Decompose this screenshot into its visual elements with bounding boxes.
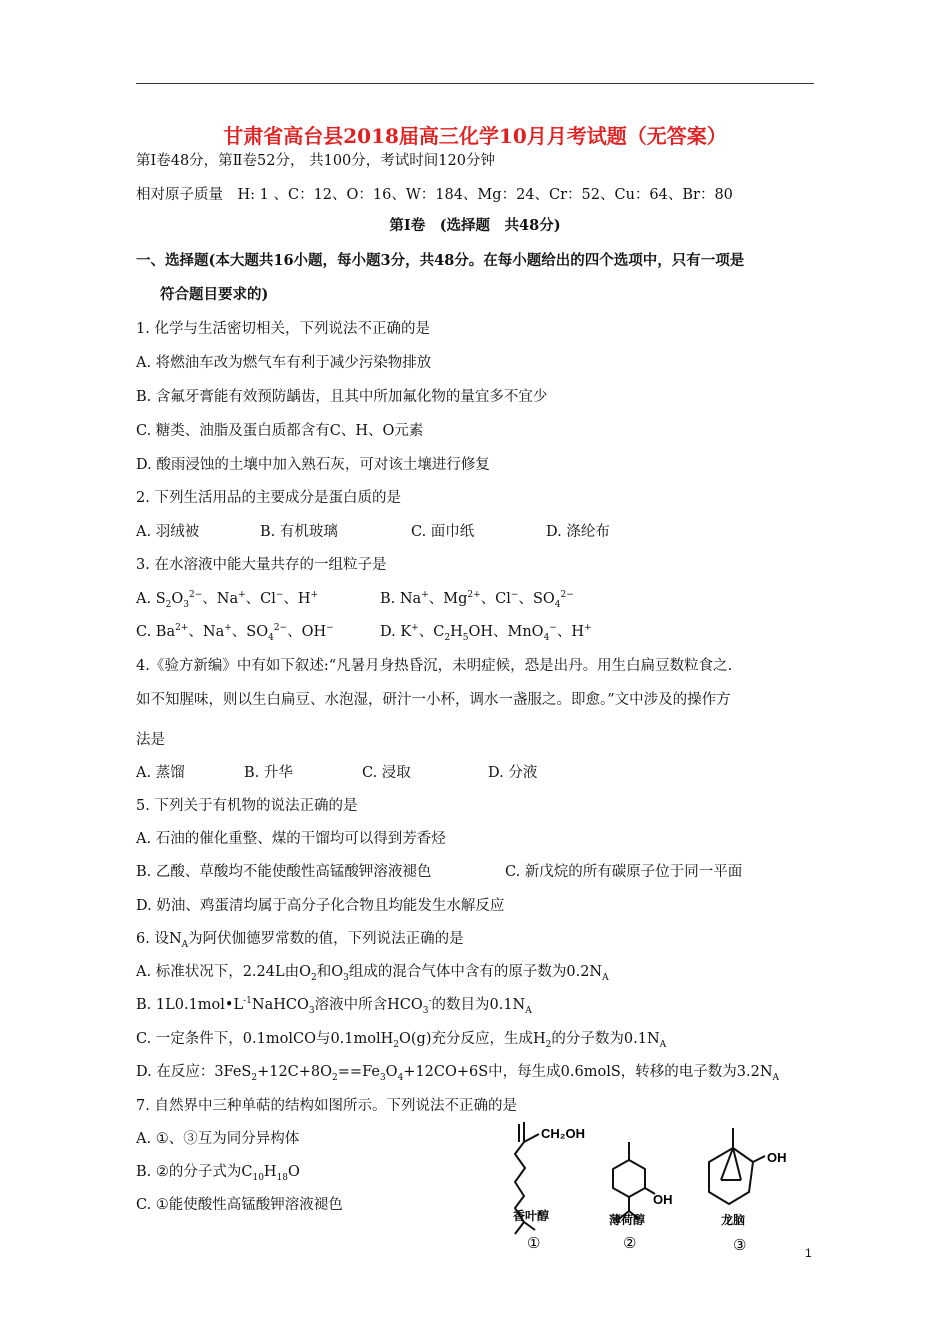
geraniol-name: 香叶醇 [513,1209,550,1223]
q6-option-d: D. 在反应：$3FeS_2+12C+8O_2==Fe_3O_4+12CO+6S$中，每生成0.6molS，转移的电子数为$3.2N_A$ [136,1064,780,1083]
q5-option-b: B. 乙酸、草酸均不能使酸性高锰酸钾溶液褪色 [136,864,432,880]
menthol-group-label: OH [653,1192,673,1207]
q4-line1: 4.《验方新编》中有如下叙述:“凡暑月身热昏沉，未明症候，恐是出丹。用生白扁豆数粒食之. [136,658,733,674]
q7-option-c: C. ①能使酸性高锰酸钾溶液褪色 [136,1197,343,1213]
score-info: 第Ⅰ卷48分，第Ⅱ卷52分， 共100分，考试时间120分钟 [136,153,495,169]
borneol-structure [709,1128,765,1204]
q4-line3: 法是 [136,732,165,748]
q5-option-c: C. 新戊烷的所有碳原子位于同一平面 [505,864,743,880]
q3-option-b: B. Na+、$Mg^{2+}$、Cl−、$SO_4^{2-}$ [380,590,574,610]
menthol-name: 薄荷醇 [609,1213,646,1227]
part1-heading-cont: 符合题目要求的) [160,286,269,303]
doc-title: 甘肃省高台县2018届高三化学10月月考试题（无答案） [223,124,727,148]
q1-option-d: D. 酸雨浸蚀的土壤中加入熟石灰，可对该土壤进行修复 [136,457,490,473]
menthol-structure [613,1142,655,1219]
geraniol-number: ① [527,1234,541,1252]
header-rule [136,83,814,84]
q4-line2: 如不知腥味，则以生白扁豆、水泡湿，研汁一小杯，调水一盏服之。即愈。”文中涉及的操作方 [136,692,731,708]
q3-option-a: A. $S_2O_3^{2-}$、Na+、Cl−、H+ [136,590,319,610]
geraniol-group-label: CH₂OH [541,1126,586,1141]
q6-option-a: A. 标准状况下，2.24L由$O_2$和$O_3$组成的混合气体中含有的原子数为$0.2N_A$ [136,964,609,983]
q4-option-b: B. 升华 [244,765,293,781]
q4-option-d: D. 分液 [488,765,538,781]
borneol-name: 龙脑 [721,1213,746,1227]
q2-option-a: A. 羽绒被 [136,524,200,540]
borneol-number: ③ [733,1236,747,1254]
terpene-structures-figure [495,1108,815,1258]
q3-option-d: D. K+、$C_2H_5OH$、MnO$_4$−、H+ [380,623,592,643]
q1-option-a: A. 将燃油车改为燃气车有利于减少污染物排放 [136,355,432,371]
q6-stem: 6. 设$N_A$为阿伏伽德罗常数的值，下列说法正确的是 [136,931,464,950]
q3-option-c: C. $Ba^{2+}$、Na+、$SO_4^{2-}$、OH− [136,623,334,643]
q5-stem: 5. 下列关于有机物的说法正确的是 [136,798,358,814]
page-number: 1 [805,1246,812,1260]
q2-option-c: C. 面巾纸 [411,524,475,540]
q4-option-a: A. 蒸馏 [136,765,185,781]
menthol-number: ② [623,1234,637,1252]
borneol-group-label: OH [767,1150,787,1165]
q7-option-a: A. ①、③互为同分异构体 [136,1131,300,1147]
section-title: 第Ⅰ卷 (选择题 共48分) [389,217,561,234]
q6-option-b: B. $1L0.1mol•L^{-1}NaHCO_3$溶液中所含$HCO_3^-$的数目为$0.1N_A$ [136,996,532,1016]
q5-option-a: A. 石油的催化重整、煤的干馏均可以得到芳香烃 [136,831,446,847]
q7-stem: 7. 自然界中三种单萜的结构如图所示。下列说法不正确的是 [136,1098,517,1114]
q1-option-c: C. 糖类、油脂及蛋白质都含有C、H、O元素 [136,423,424,439]
atomic-mass-line: 相对原子质量 H: 1 、C：12、O：16、W：184、Mg：24、Cr：52、Cu：64、Br：80 [136,187,733,203]
q2-option-b: B. 有机玻璃 [260,524,338,540]
q2-stem: 2. 下列生活用品的主要成分是蛋白质的是 [136,490,401,506]
q1-option-b: B. 含氟牙膏能有效预防龋齿，且其中所加氟化物的量宜多不宜少 [136,389,548,405]
q6-option-c: C. 一定条件下，0.1molCO与0.1molH$_2$O(g)充分反应，生成$H_2$的分子数为$0.1N_A$ [136,1031,667,1050]
q3-stem: 3. 在水溶液中能大量共存的一组粒子是 [136,557,387,573]
q7-option-b: B. ②的分子式为$C_{10}H_{18}O$ [136,1164,300,1183]
q2-option-d: D. 涤纶布 [546,524,610,540]
q4-option-c: C. 浸取 [362,765,411,781]
part1-heading: 一、选择题(本大题共16小题，每小题3分，共48分。在每小题给出的四个选项中，只有一项是 [136,252,745,269]
q1-stem: 1. 化学与生活密切相关，下列说法不正确的是 [136,321,430,337]
q5-option-d: D. 奶油、鸡蛋清均属于高分子化合物且均能发生水解反应 [136,898,505,914]
